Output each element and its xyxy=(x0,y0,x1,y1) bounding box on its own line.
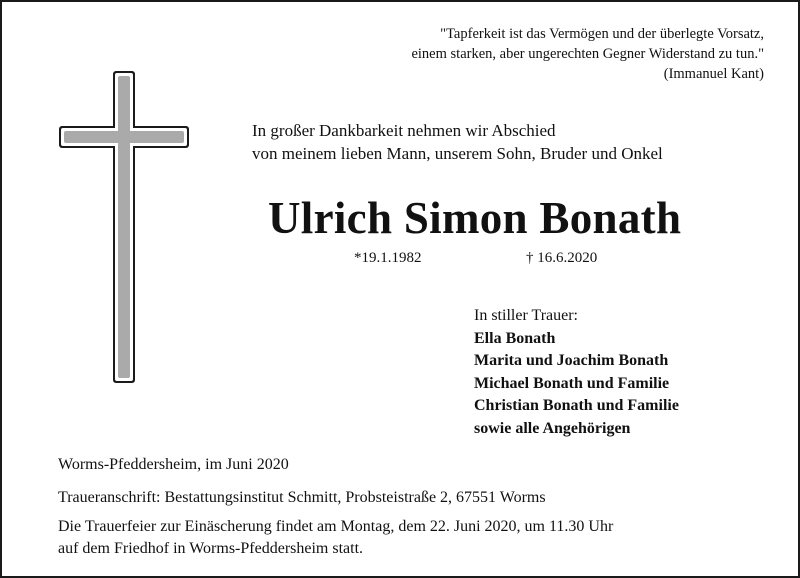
farewell-intro xyxy=(252,119,663,165)
mourner-name: Christian Bonath und Familie xyxy=(474,397,679,414)
quote-line: "Tapferkeit ist das Vermögen und der überlegte Vorsatz, xyxy=(440,26,764,42)
place-and-date: Worms-Pfeddersheim, im Juni 2020 xyxy=(58,456,289,473)
birth-date: *19.1.1982 xyxy=(354,250,422,266)
mourner-name: Michael Bonath und Familie xyxy=(474,374,670,392)
quote-line: einem starken, aber ungerechten Gegner Widerstand zu tun." xyxy=(411,46,764,62)
mourner-name: Ella Bonath xyxy=(474,329,556,347)
quote-author: (Immanuel Kant) xyxy=(663,66,764,82)
death-date: † 16.6.2020 xyxy=(526,250,598,266)
latin-cross-icon xyxy=(58,70,190,384)
funeral-ceremony-info xyxy=(58,516,613,560)
deceased-name: Ulrich Simon Bonath xyxy=(268,193,682,243)
mourner-name: sowie alle Angehörigen xyxy=(474,419,631,437)
intro-line: von meinem lieben Mann, unserem Sohn, Bruder und Onkel xyxy=(252,144,663,163)
intro-line: In großer Dankbarkeit nehmen wir Abschied xyxy=(252,121,556,140)
ceremony-line: Die Trauerfeier zur Einäscherung findet am Montag, dem 22. Juni 2020, um 11.30 Uhr xyxy=(58,518,614,535)
ceremony-line: auf dem Friedhof in Worms-Pfeddersheim statt. xyxy=(58,540,364,557)
epigraph-quote xyxy=(294,24,764,84)
mourning-address: Traueranschrift: Bestattungsinstitut Schmitt, Probsteistraße 2, 67551 Worms xyxy=(58,489,546,506)
mourners-heading: In stiller Trauer: xyxy=(474,307,578,324)
mourners-list xyxy=(474,305,679,440)
mourner-name: Marita und Joachim Bonath xyxy=(474,352,669,369)
